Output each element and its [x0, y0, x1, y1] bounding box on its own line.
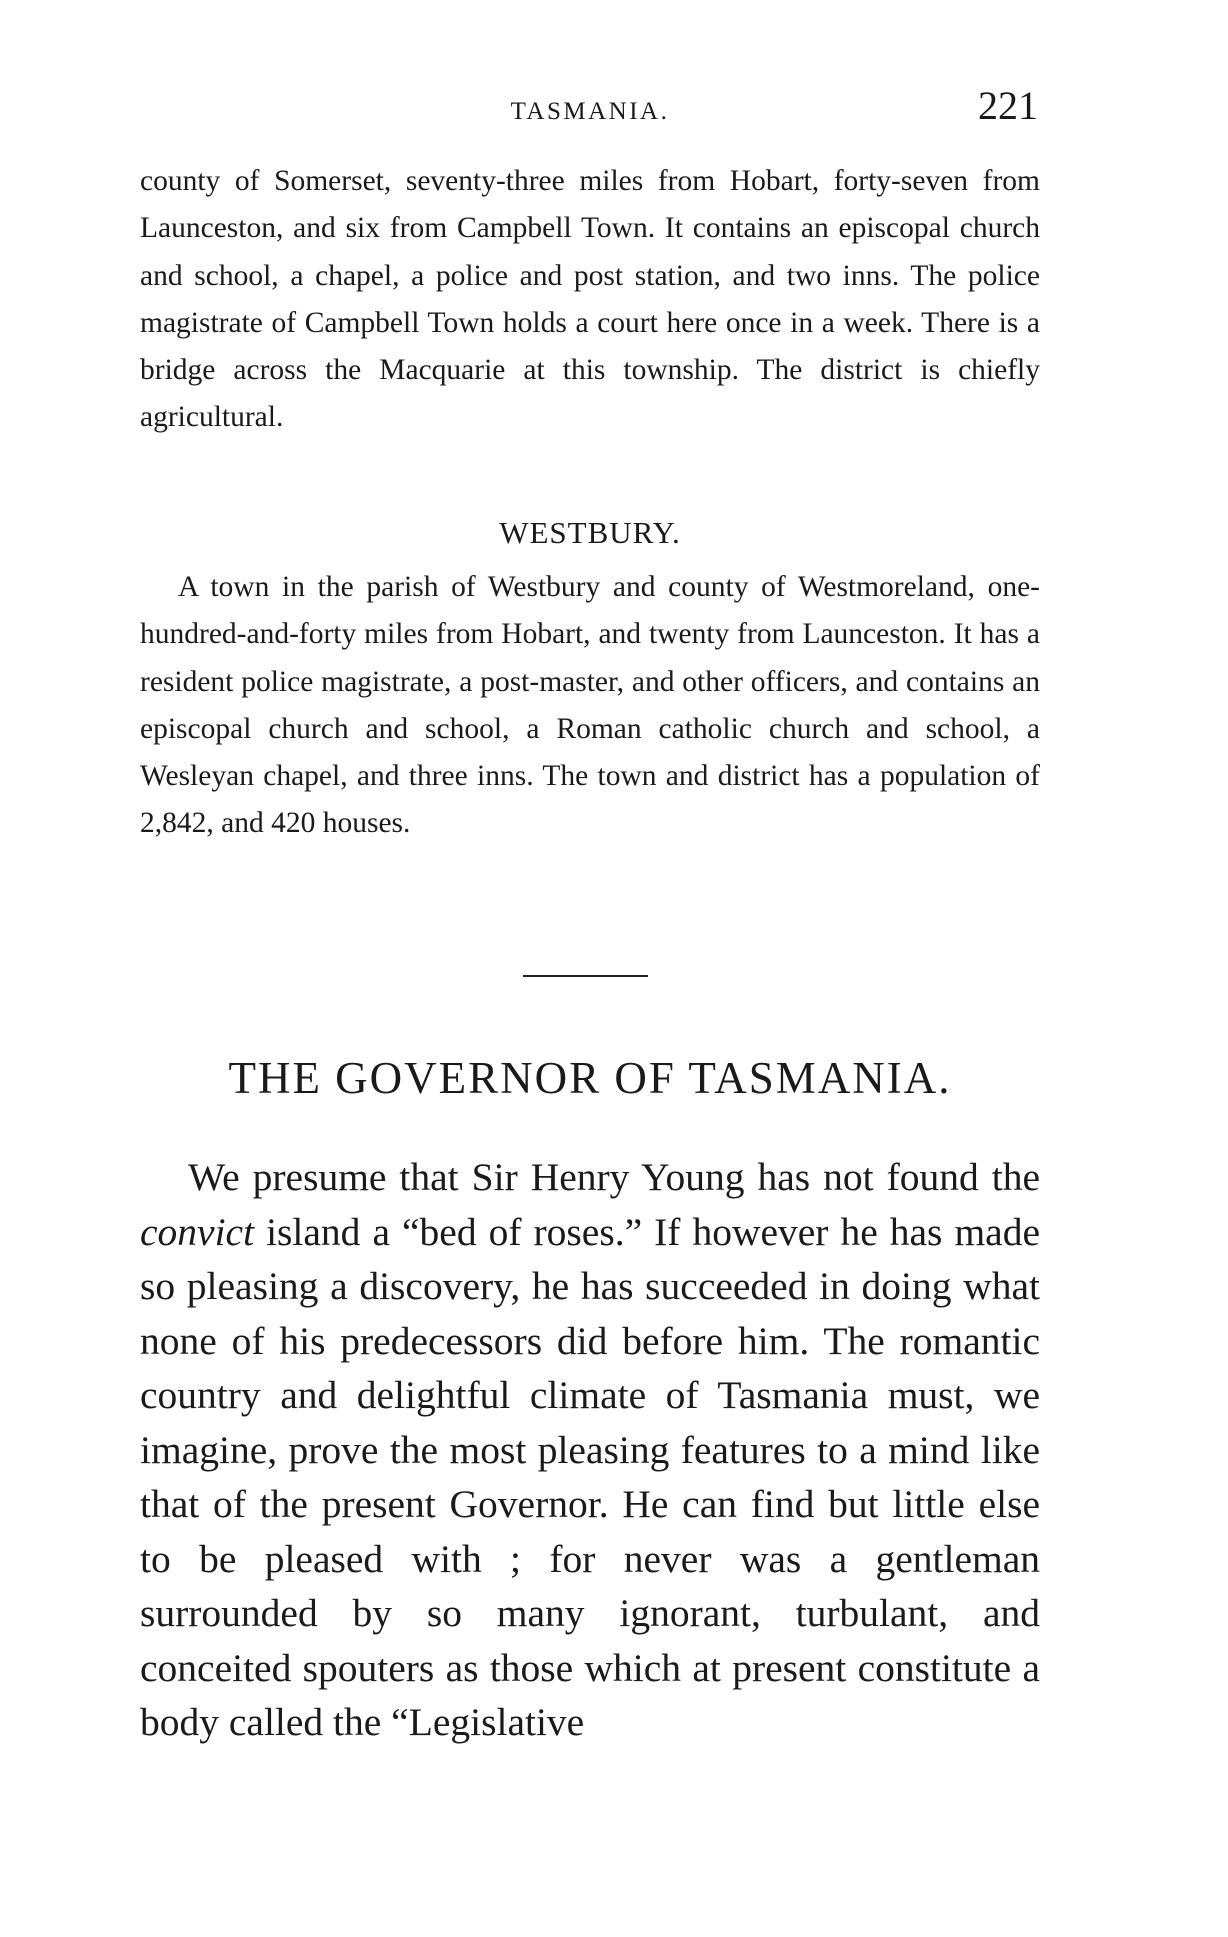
section-divider — [523, 975, 648, 977]
italic-word: convict — [140, 1209, 255, 1254]
body-text-part1: We presume that Sir Henry Young has not found the — [188, 1155, 1040, 1199]
running-title: TASMANIA. — [510, 98, 670, 125]
governor-paragraph — [140, 1150, 1040, 1750]
paragraph-text — [140, 1150, 1040, 1750]
body-text-part2: island a “bed of roses.” If however he has made so pleasing a discovery, he has succeeded in doing what none of his predecessors did before him. The romantic country and delightful climate of Tasmania must, we imagine, prove the most pleasing features to a mind like that of the present Governor. He can find but little else to be pleased with ; for never was a gentleman surrounded by so many ignorant, turbulant, and conceited spouters as those which at present constitute a body called the “Legislative — [140, 1209, 1040, 1744]
westbury-paragraph — [140, 564, 1040, 848]
page-number: 221 — [978, 83, 1038, 128]
section-title: THE GOVERNOR OF TASMANIA. — [228, 1053, 952, 1103]
westbury-heading: WESTBURY. — [499, 515, 681, 550]
paragraph-text: county of Somerset, seventy-three miles from Hobart, forty-seven from Launceston, and six from Campbell Town. It contains an episcopal church and school, a chapel, a police and post station, and two inns. The police magistrate of Campbell Town holds a court here once in a week. There is a bridge across the Macquarie at this township. The district is chiefly agricultural. — [140, 165, 1040, 434]
running-head — [140, 82, 1040, 132]
somerset-paragraph — [140, 158, 1040, 442]
paragraph-text: A town in the parish of Westbury and county of Westmoreland, one-hundred-and-forty miles from Hobart, and twenty from Launceston. It has a resident police magistrate, a post-master, and other officers, and contains an episcopal church and school, a Roman catholic church and school, a Wesleyan chapel, and three inns. The town and district has a population of 2,842, and 420 houses. — [140, 571, 1040, 840]
